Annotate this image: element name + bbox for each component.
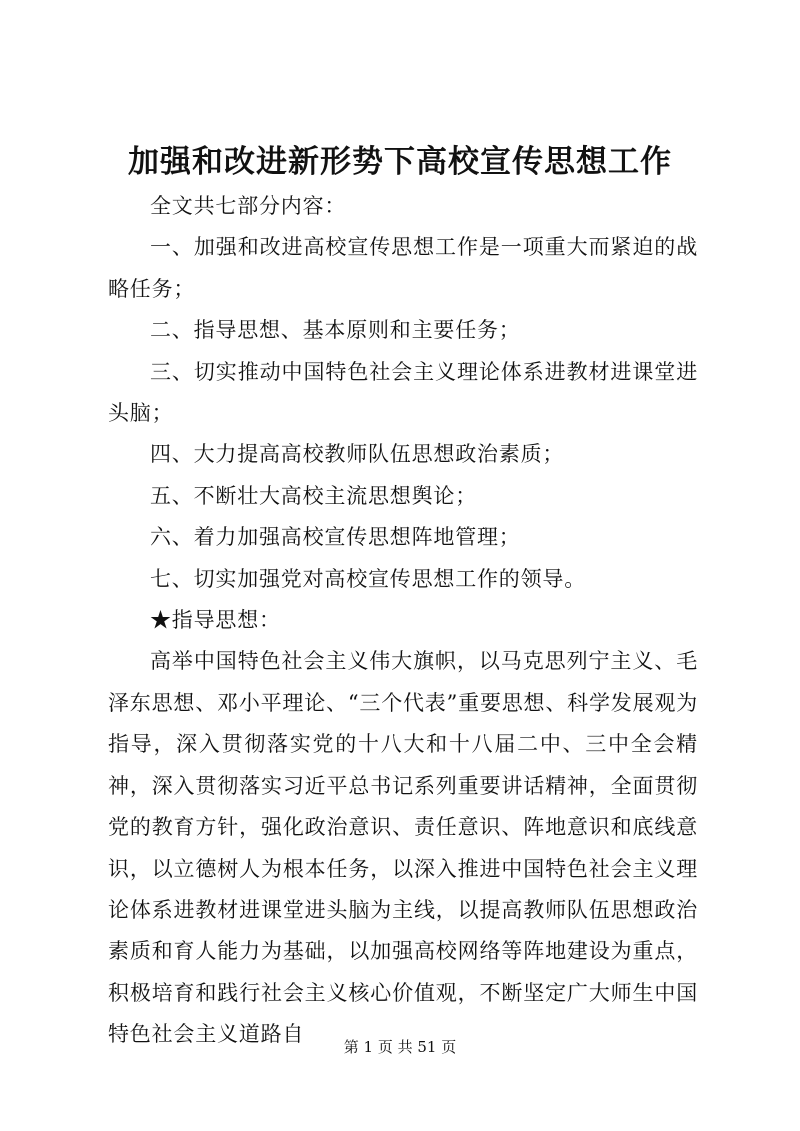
paragraph-part-6: 六、着力加强高校宣传思想阵地管理； [150, 525, 521, 550]
document-title: 加强和改进新形势下高校宣传思想工作 [128, 144, 672, 180]
paragraph-part-2: 二、指导思想、基本原则和主要任务； [150, 318, 521, 343]
page-number-footer: 第 1 页 共 51 页 [343, 1038, 457, 1056]
paragraph-part-3: 三、切实推动中国特色社会主义理论体系进教材进课堂进头脑； [108, 359, 698, 426]
section-heading-guiding-ideology: ★指导思想： [150, 608, 281, 633]
paragraph-part-5: 五、不断壮大高校主流思想舆论； [150, 483, 477, 508]
document-body [108, 186, 698, 1056]
paragraph-part-7: 七、切实加强党对高校宣传思想工作的领导。 [150, 566, 586, 591]
paragraph-intro: 全文共七部分内容： [150, 194, 347, 218]
paragraph-part-4: 四、大力提高高校教师队伍思想政治素质； [150, 442, 565, 467]
paragraph-guiding-ideology: 高举中国特色社会主义伟大旗帜，以马克思列宁主义、毛泽东思想、邓小平理论、“三个代表”重要思想、科学发展观为指导，深入贯彻落实党的十八大和十八届二中、三中全会精神，深入贯彻落实习近平总书记系列重要讲话精神，全面贯彻党的教育方针，强化政治意识、责任意识、阵地意识和底线意识，以立德树人为根本任务，以深入推进中国特色社会主义理论体系进教材进课堂进头脑为主线，以提高教师队伍思想政治素质和育人能力为基础，以加强高校网络等阵地建设为重点，积极培育和践行社会主义核心价值观，不断坚定广大师生中国特色社会主义道路自 [108, 649, 698, 1047]
paragraph-part-1: 一、加强和改进高校宣传思想工作是一项重大而紧迫的战略任务； [108, 235, 698, 301]
